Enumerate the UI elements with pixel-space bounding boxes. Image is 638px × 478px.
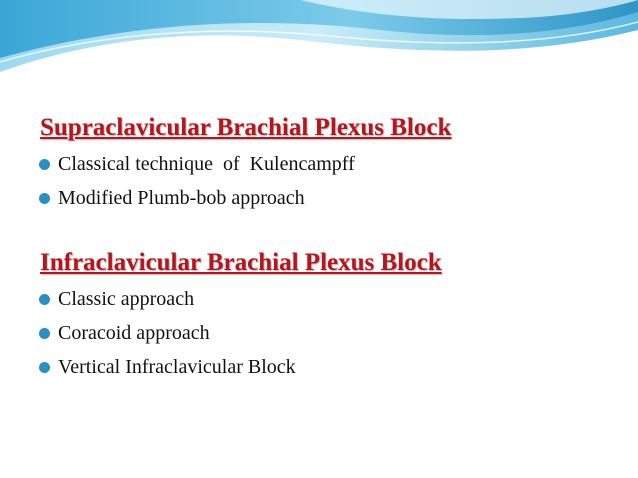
section-supraclavicular bbox=[40, 112, 630, 215]
bullet-list bbox=[40, 147, 630, 215]
list-item bbox=[40, 181, 630, 215]
bullet-list bbox=[40, 282, 630, 384]
section-title: Infraclavicular Brachial Plexus Block bbox=[40, 249, 442, 276]
list-item bbox=[40, 282, 630, 316]
list-item-text: Classic approach bbox=[58, 288, 195, 310]
bullet-dot-icon bbox=[39, 159, 50, 170]
bullet-dot-icon bbox=[39, 193, 50, 204]
list-item bbox=[40, 147, 630, 181]
list-item-text: Vertical Infraclavicular Block bbox=[58, 356, 296, 378]
list-item-text: Modified Plumb-bob approach bbox=[58, 187, 305, 209]
bullet-dot-icon bbox=[39, 328, 50, 339]
bullet-dot-icon bbox=[39, 294, 50, 305]
list-item bbox=[40, 316, 630, 350]
list-item bbox=[40, 350, 630, 384]
slide-content bbox=[40, 112, 630, 384]
section-title: Supraclavicular Brachial Plexus Block bbox=[40, 114, 452, 141]
bullet-dot-icon bbox=[39, 362, 50, 373]
header-wave-decoration bbox=[0, 0, 638, 90]
section-infraclavicular bbox=[40, 247, 630, 384]
list-item-text: Classical technique of Kulencampff bbox=[58, 153, 355, 175]
list-item-text: Coracoid approach bbox=[58, 322, 210, 344]
